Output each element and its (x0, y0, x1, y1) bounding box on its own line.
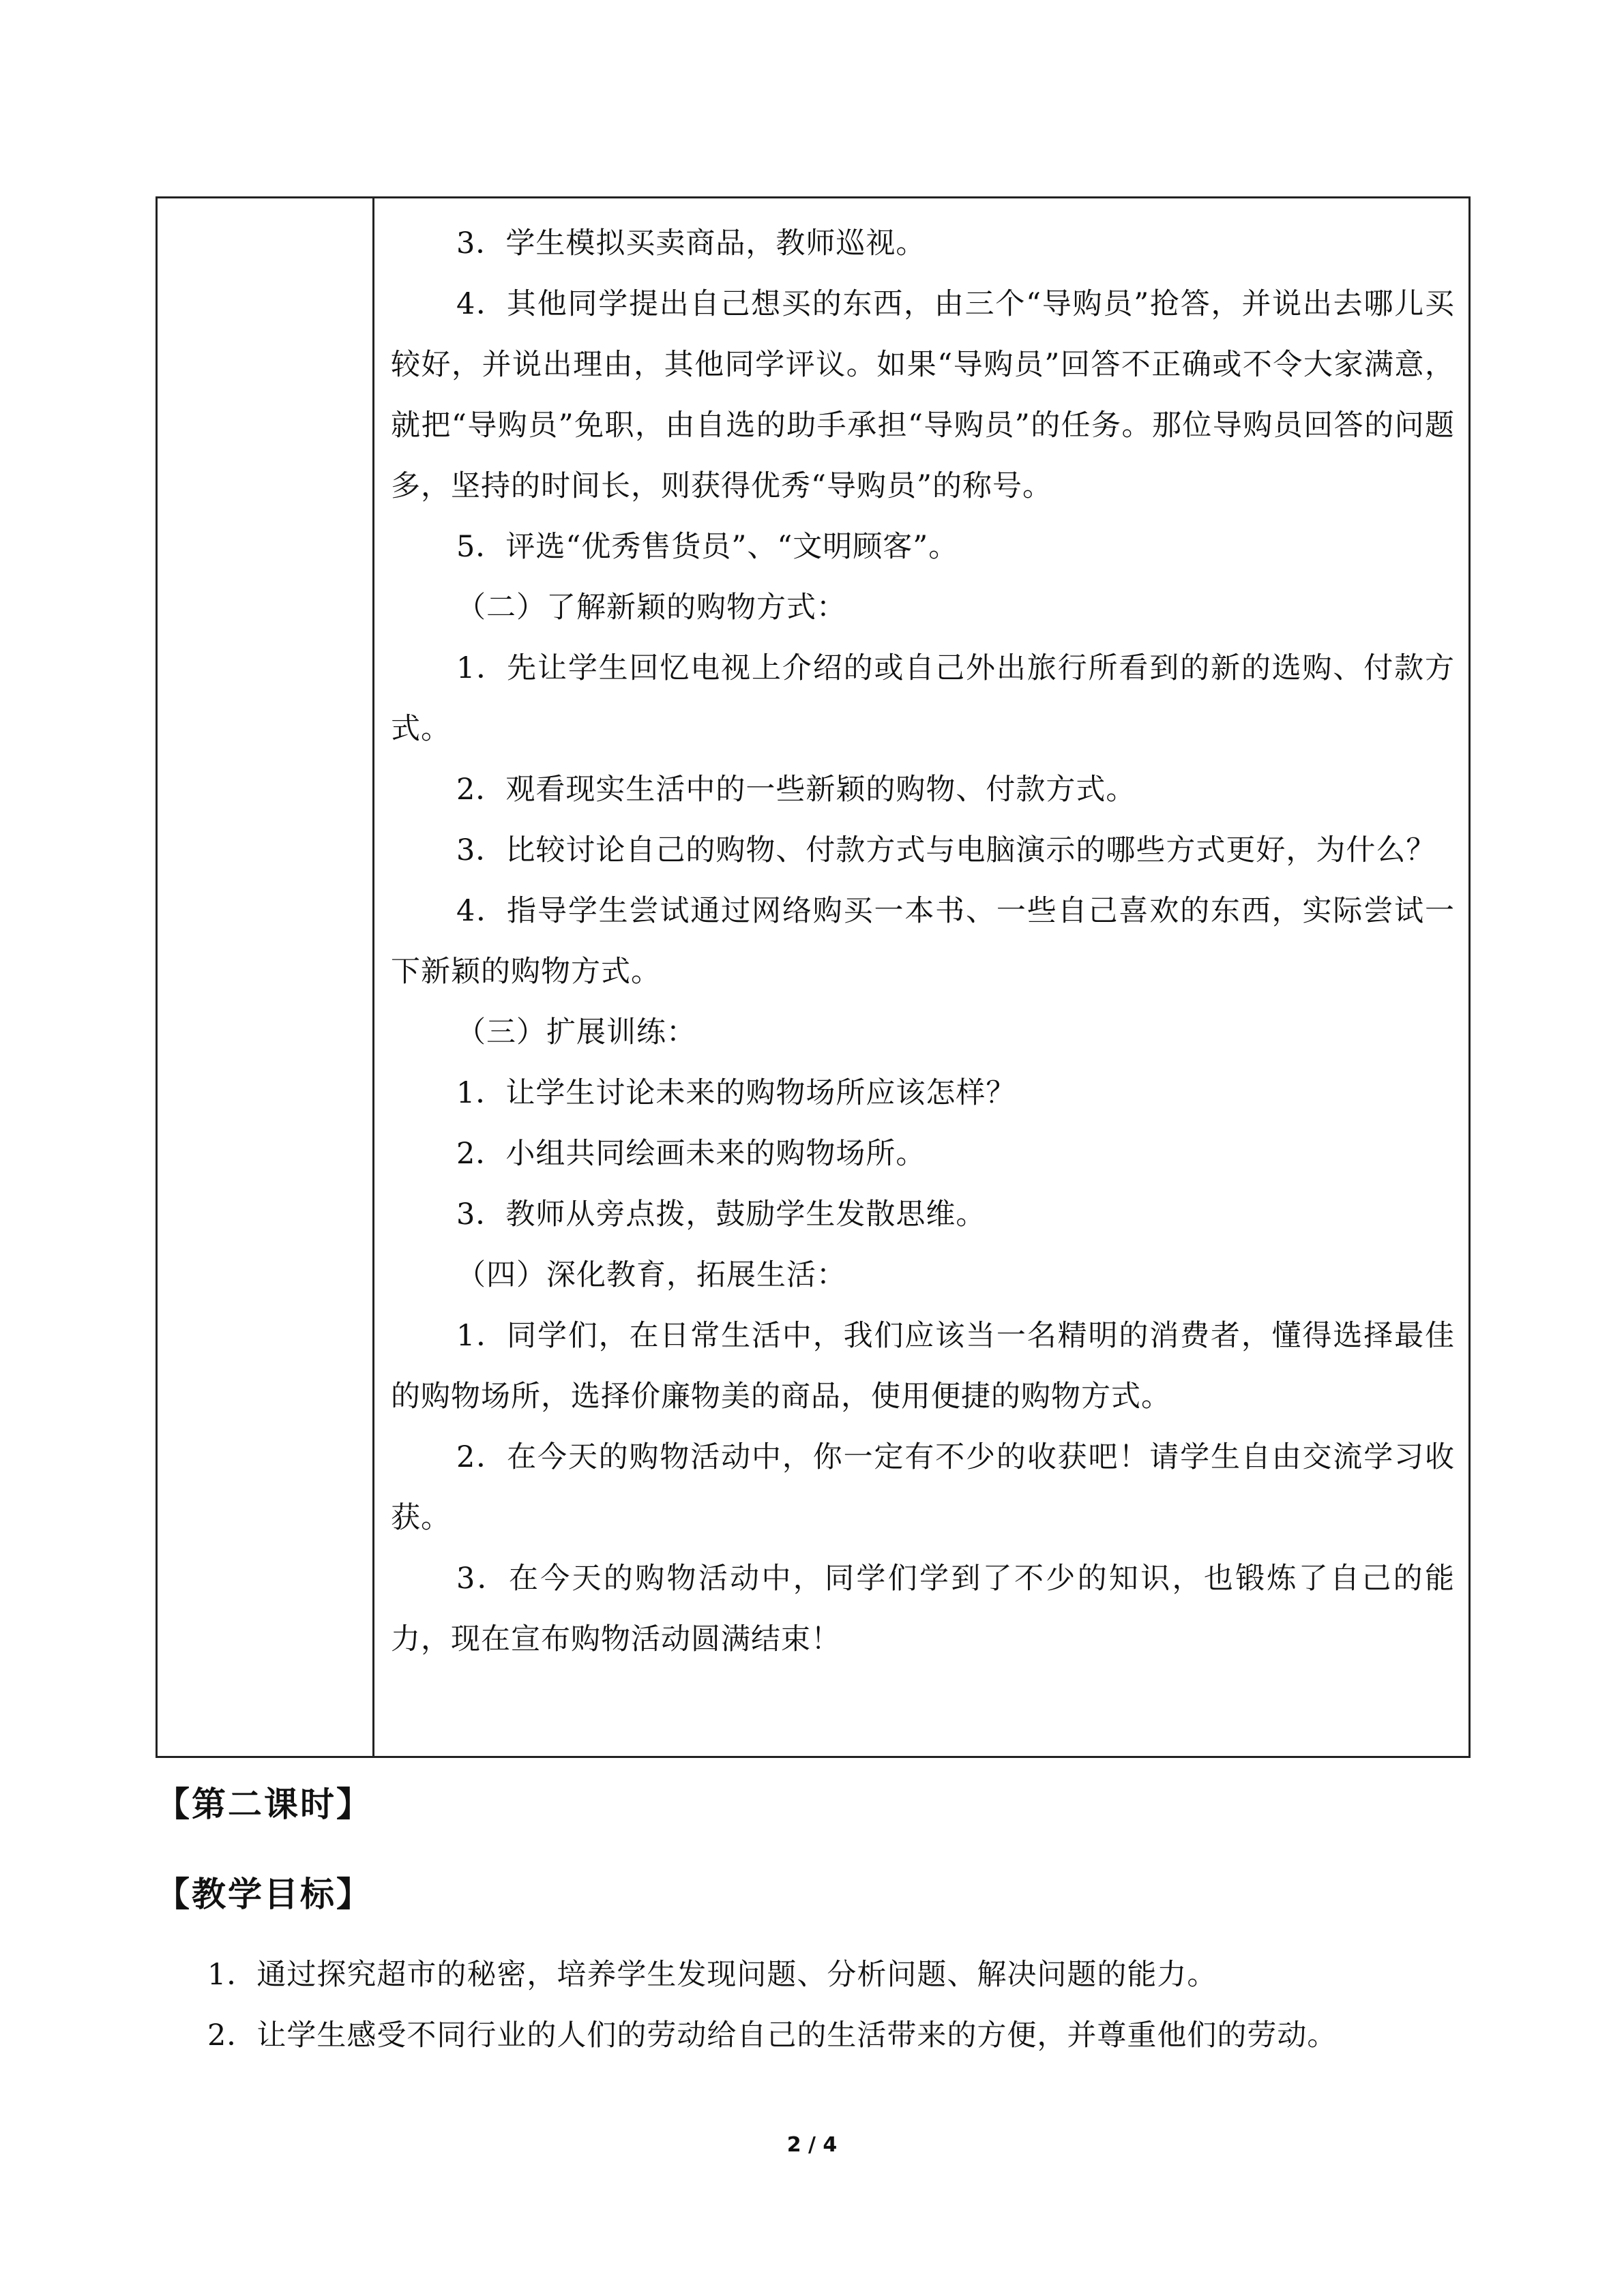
table-left-column (158, 198, 374, 1756)
paragraph: 1．同学们，在日常生活中，我们应该当一名精明的消费者，懂得选择最佳的购物场所，选择价廉物美的商品，使用便捷的购物方式。 (391, 1319, 1455, 1414)
paragraph: 2．观看现实生活中的一些新颖的购物、付款方式。 (456, 773, 1136, 807)
paragraph: 3．比较讨论自己的购物、付款方式与电脑演示的哪些方式更好，为什么？ (456, 833, 1436, 867)
second-lesson-heading: 【第二课时】 (156, 1785, 372, 1824)
teaching-goals-heading: 【教学目标】 (156, 1875, 372, 1914)
table-content-cell (391, 213, 1455, 1670)
paragraph: 3．教师从旁点拨，鼓励学生发散思维。 (456, 1197, 986, 1232)
paragraph: 2．在今天的购物活动中，你一定有不少的收获吧！请学生自由交流学习收获。 (391, 1440, 1455, 1535)
goal-item: 2．让学生感受不同行业的人们的劳动给自己的生活带来的方便，并尊重他们的劳动。 (207, 2018, 1338, 2053)
lesson-table (156, 196, 1471, 1758)
subsection-heading: （二）了解新颖的购物方式： (456, 591, 846, 625)
subsection-heading: （三）扩展训练： (456, 1015, 696, 1049)
paragraph: 3．学生模拟买卖商品，教师巡视。 (456, 226, 926, 260)
paragraph: 5．评选“优秀售货员”、“文明顾客”。 (456, 530, 959, 564)
paragraph: 4．指导学生尝试通过网络购买一本书、一些自己喜欢的东西，实际尝试一下新颖的购物方式。 (391, 894, 1455, 989)
subsection-heading: （四）深化教育，拓展生活： (456, 1258, 846, 1292)
paragraph: 3．在今天的购物活动中，同学们学到了不少的知识，也锻炼了自己的能力，现在宣布购物活动圆满结束！ (391, 1562, 1455, 1656)
teaching-goals-list (207, 1945, 1476, 2066)
paragraph: 2．小组共同绘画未来的购物场所。 (456, 1137, 926, 1171)
goal-item: 1．通过探究超市的秘密，培养学生发现问题、分析问题、解决问题的能力。 (207, 1958, 1217, 1992)
paragraph: 1．先让学生回忆电视上介绍的或自己外出旅行所看到的新的选购、付款方式。 (391, 651, 1455, 746)
paragraph: 1．让学生讨论未来的购物场所应该怎样？ (456, 1076, 1016, 1110)
paragraph: 4．其他同学提出自己想买的东西，由三个“导购员”抢答，并说出去哪儿买较好，并说出理由，其他同学评议。如果“导购员”回答不正确或不令大家满意，就把“导购员”免职，由自选的助手承担“导购员”的任务。那位导购员回答的问题多，坚持的时间长，则获得优秀“导购员”的称号。 (391, 287, 1455, 503)
page-number: 2 / 4 (786, 2133, 838, 2157)
